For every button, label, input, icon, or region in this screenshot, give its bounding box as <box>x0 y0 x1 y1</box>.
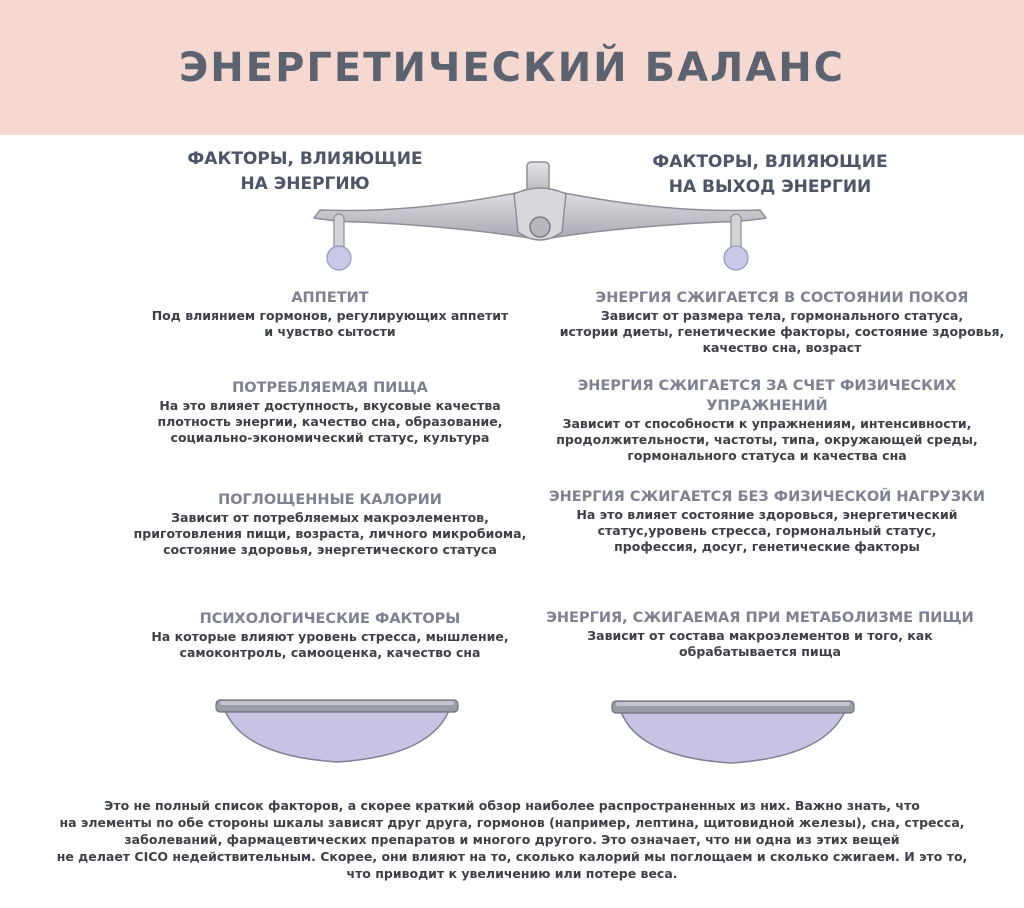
left-scale-pan-icon <box>212 692 462 772</box>
footer-note <box>40 797 984 882</box>
factor-heading: ПСИХОЛОГИЧЕСКИЕ ФАКТОРЫ <box>199 611 461 627</box>
factor-line: Зависит от размера тела, гормонального статуса, <box>600 308 964 323</box>
factor-line: На которые влияют уровень стресса, мышление, <box>151 629 509 644</box>
footer-line: что приводит к увеличению или потере веса. <box>346 866 678 881</box>
factor-heading: ЭНЕРГИЯ СЖИГАЕТСЯ В СОСТОЯНИИ ПОКОЯ <box>595 290 969 306</box>
right-factor <box>510 608 1010 660</box>
factor-line: состояние здоровья, энергетического статуса <box>163 542 497 557</box>
footer-line: на элементы по обе стороны шкалы зависят друг друга, гормонов (например, лептина, щитовидной железы), сна, стресса, <box>59 815 965 830</box>
factor-heading: ЭНЕРГИЯ СЖИГАЕТСЯ БЕЗ ФИЗИЧЕСКОЙ НАГРУЗКИ <box>548 489 986 505</box>
right-factor <box>517 487 1017 555</box>
factor-line: гормонального статуса и качества сна <box>627 448 907 463</box>
footer-line: Это не полный список факторов, а скорее краткий обзор наиболее распространенных из них. Важно знать, что <box>104 798 920 813</box>
factor-line: плотность энергии, качество сна, образование, <box>157 414 503 429</box>
factor-line: статус,уровень стресса, гормональный статус, <box>597 523 937 538</box>
factor-line: истории диеты, генетические факторы, состояние здоровья, <box>559 324 1005 339</box>
factor-line: На это влияет доступность, вкусовые качества <box>159 398 501 413</box>
factor-line: и чувство сытости <box>264 324 396 339</box>
factor-heading: ЭНЕРГИЯ СЖИГАЕТСЯ ЗА СЧЕТ ФИЗИЧЕСКИХ УПРАЖНЕНИЙ <box>577 378 957 414</box>
right-factor <box>532 288 1024 356</box>
factor-line: приготовления пищи, возраста, личного микробиома, <box>133 526 527 541</box>
factor-line: Зависит от способности к упражнениям, интенсивности, <box>562 416 972 431</box>
factor-heading: АППЕТИТ <box>291 290 369 306</box>
right-scale-pan-icon <box>606 693 856 773</box>
factor-heading: ЭНЕРГИЯ, СЖИГАЕМАЯ ПРИ МЕТАБОЛИЗМЕ ПИЩИ <box>546 610 974 626</box>
factor-line: самоконтроль, самооценка, качество сна <box>179 645 481 660</box>
right-heading-line: ФАКТОРЫ, ВЛИЯЮЩИЕ <box>652 152 888 172</box>
factor-heading: ПОГЛОЩЕННЫЕ КАЛОРИИ <box>218 492 442 508</box>
footer-line: не делает CICO недействительным. Скорее, они влияют на то, сколько калорий мы поглощаем и сколько сжигаем. И это то, <box>56 849 968 864</box>
left-factor <box>110 609 550 661</box>
factor-line: обрабатывается пища <box>679 644 841 659</box>
factor-line: продолжительности, частоты, типа, окружающей среды, <box>556 432 978 447</box>
factor-line: Под влиянием гормонов, регулирующих аппетит <box>151 308 509 323</box>
page-title: ЭНЕРГЕТИЧЕСКИЙ БАЛАНС <box>178 45 846 91</box>
factor-line: Зависит от потребляемых макроэлементов, <box>171 510 489 525</box>
factor-line: профессия, досуг, генетические факторы <box>614 539 920 554</box>
right-factor <box>517 376 1017 464</box>
balance-scale-icon <box>300 152 780 282</box>
factor-line: Зависит от состава макроэлементов и того, как <box>587 628 933 643</box>
factor-line: качество сна, возраст <box>702 340 862 355</box>
left-heading-line: НА ЭНЕРГИЮ <box>240 174 370 194</box>
left-factor <box>110 490 550 558</box>
right-heading-line: НА ВЫХОД ЭНЕРГИИ <box>668 177 872 197</box>
left-heading-line: ФАКТОРЫ, ВЛИЯЮЩИЕ <box>187 149 423 169</box>
factor-heading: ПОТРЕБЛЯЕМАЯ ПИЩА <box>232 380 428 396</box>
footer-line: заболеваний, фармацевтических препаратов и многого другого. Это означает, что ни одна из этих вещей <box>124 832 900 847</box>
header-banner <box>0 0 1024 135</box>
factor-line: На это влияет состояние здоровься, энергетический <box>576 507 958 522</box>
factor-line: социально-экономический статус, культура <box>170 430 490 445</box>
left-factor <box>110 288 550 340</box>
left-factor <box>110 378 550 446</box>
